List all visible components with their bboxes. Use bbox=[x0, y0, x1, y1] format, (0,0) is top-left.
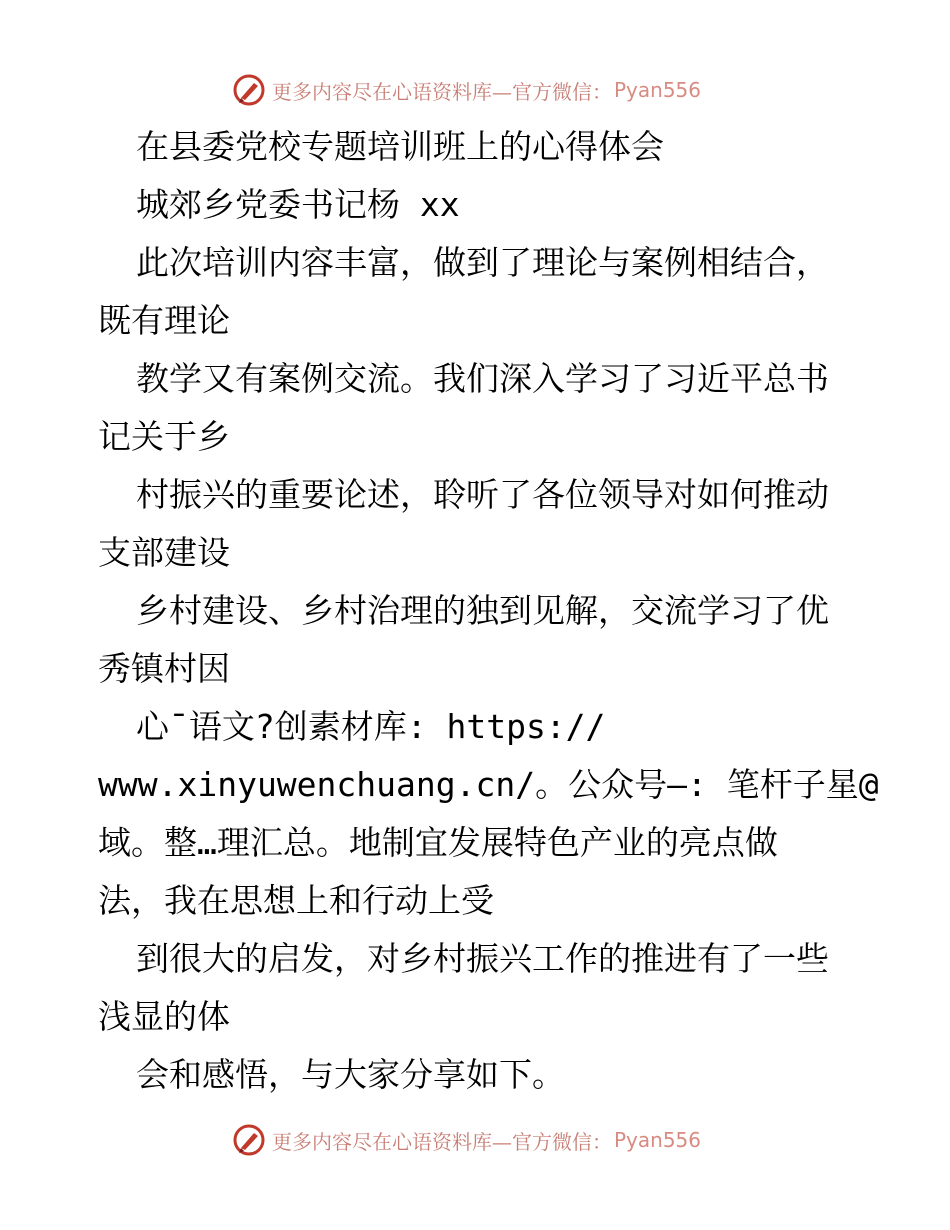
watermark-handle: Pyan556 bbox=[614, 78, 702, 102]
paragraph-line: 乡村建设、乡村治理的独到见解，交流学习了优 bbox=[136, 591, 829, 630]
paragraph-line: 到很大的启发，对乡村振兴工作的推进有了一些 bbox=[136, 939, 829, 978]
paragraph-line: 会和感悟，与大家分享如下。 bbox=[136, 1055, 565, 1094]
paragraph-line: 此次培训内容丰富，做到了理论与案例相结合， bbox=[136, 243, 829, 282]
paragraph-line: 法，我在思想上和行动上受 bbox=[98, 881, 494, 920]
watermark-handle: Pyan556 bbox=[614, 1128, 702, 1152]
paragraph-line: 既有理论 bbox=[98, 301, 230, 340]
watermark-text: 更多内容尽在心语资料库—官方微信： bbox=[272, 1129, 612, 1154]
author-line: 城郊乡党委书记杨 xx bbox=[136, 185, 460, 224]
paragraph-line: www.xinyuwenchuang.cn/。公众号—: 笔杆子星@ bbox=[98, 765, 879, 804]
paragraph-line: 教学又有案例交流。我们深入学习了习近平总书 bbox=[136, 359, 829, 398]
paragraph-line: 秀镇村因 bbox=[98, 649, 230, 688]
watermark-text: 更多内容尽在心语资料库—官方微信： bbox=[272, 79, 612, 104]
pen-logo-icon bbox=[232, 1123, 266, 1157]
paragraph-line: 村振兴的重要论述，聆听了各位领导对如何推动 bbox=[136, 475, 829, 514]
document-title: 在县委党校专题培训班上的心得体会 bbox=[136, 127, 664, 166]
paragraph-line: 浅显的体 bbox=[98, 997, 230, 1036]
paragraph-line: 支部建设 bbox=[98, 533, 230, 572]
paragraph-line: 心¯语文?创素材库: https:// bbox=[136, 707, 606, 746]
paragraph-line: 域。整…理汇总。地制宜发展特色产业的亮点做 bbox=[98, 823, 778, 862]
footer-watermark bbox=[232, 1120, 701, 1160]
paragraph-line: 记关于乡 bbox=[98, 417, 230, 456]
